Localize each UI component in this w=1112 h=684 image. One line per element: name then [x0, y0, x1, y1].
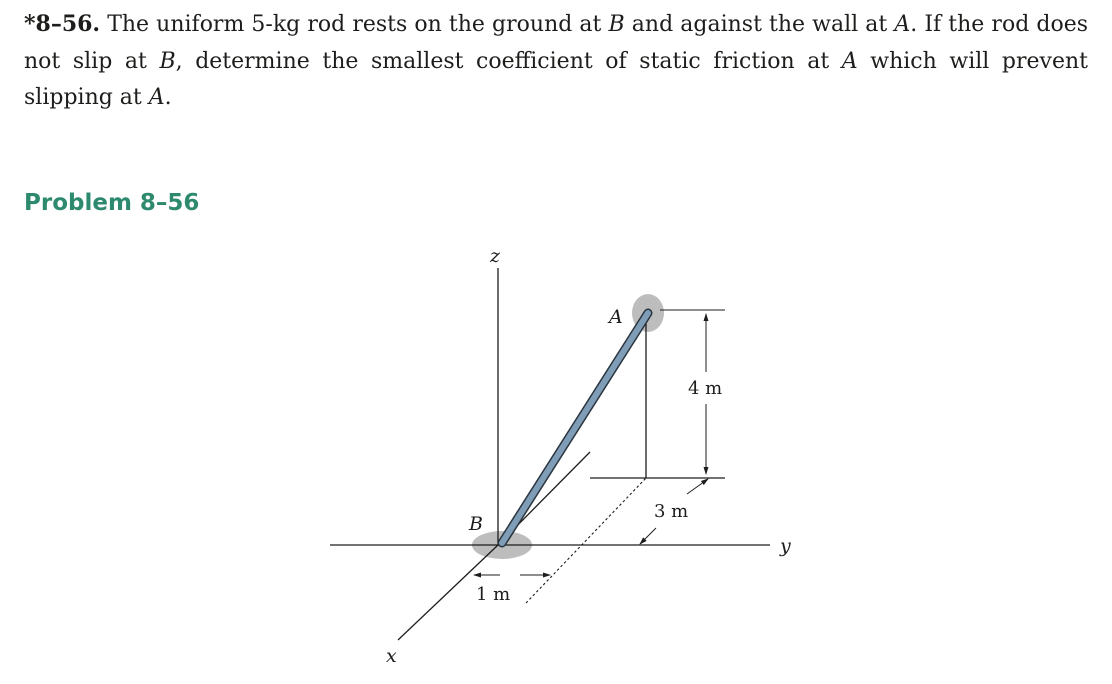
point-a-ref: A — [894, 12, 911, 37]
height-dimension-label: 4 m — [688, 378, 723, 399]
problem-text-part: and against the wall at — [624, 12, 895, 37]
depth-dimension-label: 3 m — [654, 501, 689, 522]
z-axis-label: z — [490, 245, 501, 267]
problem-text-part: . — [164, 85, 172, 110]
depth-dimension-arrow-bottom — [640, 528, 656, 544]
point-b-ref: B — [159, 48, 176, 74]
figure-caption: Problem 8–56 — [24, 190, 200, 216]
problem-text-part: which will prevent slipping at — [24, 48, 1088, 110]
depth-dimension-arrow-top — [687, 479, 708, 494]
problem-text-part: The uniform 5-kg rod rests on the ground at — [100, 12, 609, 37]
offset-dimension-label: 1 m — [476, 584, 511, 605]
problem-text-part: , determine the smallest coefficient of static friction at — [175, 48, 842, 74]
problem-number: *8–56. — [24, 11, 101, 37]
x-axis-label: x — [386, 645, 397, 667]
point-a-label: A — [609, 306, 623, 328]
rod — [502, 313, 648, 543]
ground-offset-line — [526, 478, 646, 603]
point-a-ref: A — [148, 85, 165, 110]
point-a-ref: A — [841, 48, 858, 74]
y-axis-label: y — [780, 535, 791, 557]
point-b-ref: B — [608, 12, 625, 37]
problem-text-part: . If the rod does not slip at — [24, 12, 1089, 74]
point-b-label: B — [469, 513, 483, 535]
